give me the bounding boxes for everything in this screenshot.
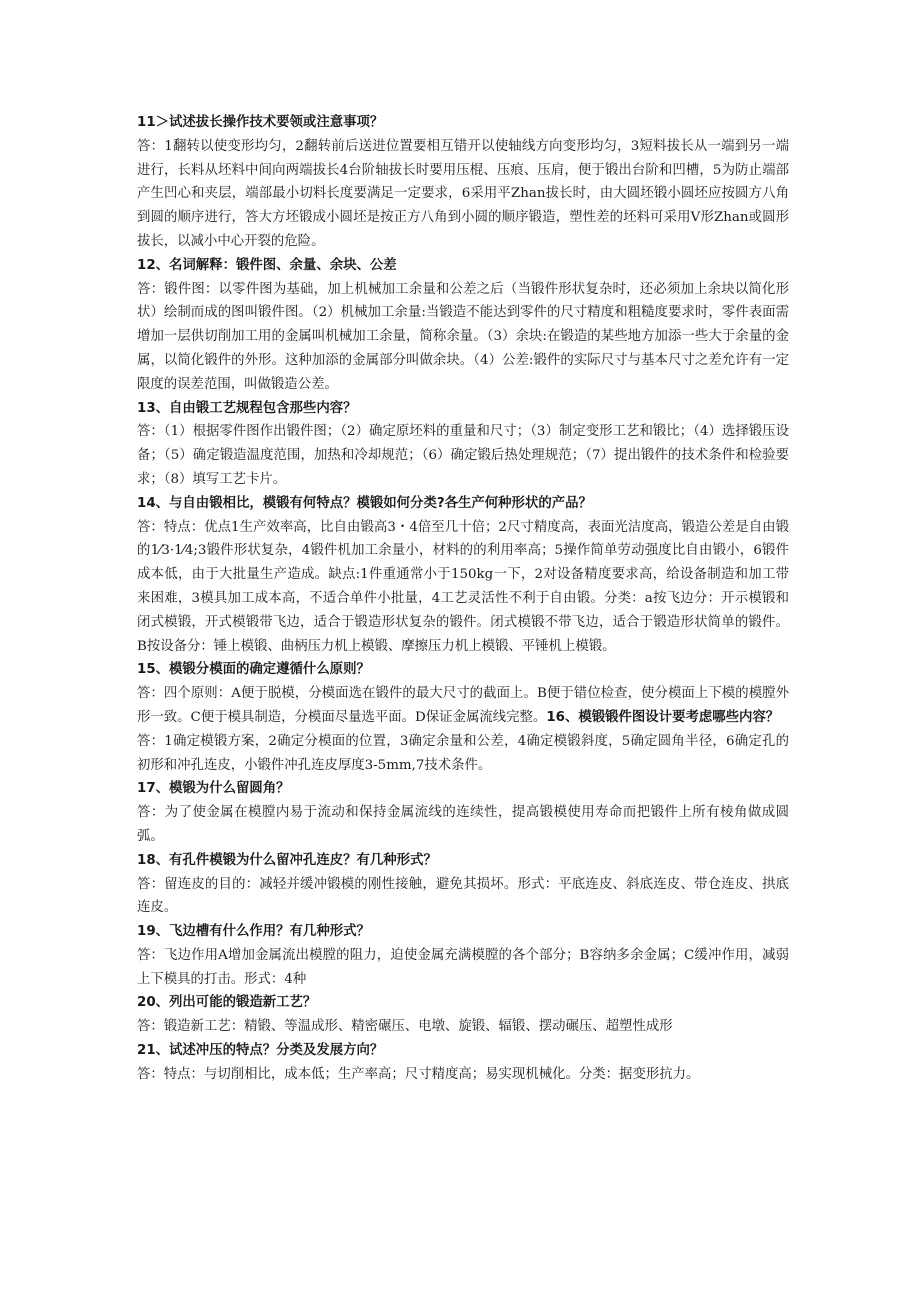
- answer-text: 答：锻造新工艺：精锻、等温成形、精密碾压、电墩、旋锻、辐锻、摆动碾压、超塑性成形: [137, 1019, 673, 1035]
- qa-item-18: [137, 849, 789, 920]
- question-heading: 13、自由锻工艺规程包含那些内容？: [137, 400, 357, 416]
- question-heading: 15、模锻分模面的确定遵循什么原则？: [137, 662, 370, 678]
- answer-text: 答：为了使金属在模膛内易于流动和保持金属流线的连续性，提高锻模使用寿命而把锻件上所有棱角做成圆弧。: [137, 805, 789, 844]
- question-heading: 20、列出可能的锻造新工艺？: [137, 995, 317, 1011]
- qa-item-11: [137, 111, 789, 254]
- question-heading: 14、与自由锻相比，模锻有何特点？模锻如何分类?各生产何种形状的产品？: [137, 495, 592, 511]
- answer-text: 答：1翻转以使变形均匀，2翻转前后送进位置要相互错开以使轴线方向变形均匀，3短料拔长从一端到另一端进行，长料从坯料中间向两端拔长4台阶轴拔长时要用压棍、压痕、压肩，便于锻出台阶和凹槽，5为防止端部产生凹心和夹层，端部最小切料长度要满足一定要求，6采用平Zhan拔长时，由大圆坯锻小圆坯应按圆方八角到圆的顺序进行，答大方坯锻成小圆坯是按正方八角到小圆的顺序锻造，塑性差的坯料可采用V形Zhan或圆形拔长，以减小中心开裂的危险。: [137, 138, 789, 249]
- answer-text-body: 答：四个原则：A便于脱模，分模面选在锻件的最大尺寸的截面上。B便于错位检查，使分模面上下模的模膛外形一致。C便于模具制造，分模面尽量选平面。D保证金属流线完整。: [137, 686, 789, 725]
- qa-item-12: [137, 254, 789, 397]
- qa-item-13: [137, 397, 789, 492]
- answer-text: 答：1确定模锻方案，2确定分模面的位置，3确定余量和公差，4确定模锻斜度，5确定圆角半径，6确定孔的初形和冲孔连皮，小锻件冲孔连皮厚度3-5mm,7技术条件。: [137, 733, 789, 773]
- question-heading: 11＞试述拔长操作技术要领或注意事项？: [137, 115, 384, 130]
- inline-question-heading: 16、模锻锻件图设计要考虑哪些内容？: [546, 709, 780, 725]
- question-heading: 17、模锻为什么留圆角？: [137, 781, 290, 797]
- question-heading: 19、飞边槽有什么作用？有几种形式？: [137, 924, 370, 940]
- qa-item-16-answer: [137, 730, 789, 778]
- question-heading: 18、有孔件模锻为什么留冲孔连皮？有几种形式？: [137, 852, 437, 868]
- qa-item-14: [137, 492, 789, 659]
- qa-item-20: [137, 991, 789, 1039]
- answer-text: [137, 682, 789, 730]
- question-heading: 21、试述冲压的特点？分类及发展方向？: [137, 1043, 384, 1059]
- qa-item-21: [137, 1039, 789, 1087]
- answer-text: 答：锻件图：以零件图为基础，加上机械加工余量和公差之后（当锻件形状复杂时，还必须加上余块以简化形状）绘制而成的图叫锻件图。（2）机械加工余量:当锻造不能达到零件的尺寸精度和粗糙度要求时，零件表面需增加一层供切削加工用的金属叫机械加工余量，简称余量。（3）余块:在锻造的某些地方加添一些大于余量的金属，以简化锻件的外形。这种加添的金属部分叫做余块。（4）公差:锻件的实际尺寸与基本尺寸之差允许有一定限度的误差范围，叫做锻造公差。: [137, 281, 789, 392]
- answer-text: 答：飞边作用A增加金属流出模膛的阻力，迫使金属充满模膛的各个部分；B容纳多余金属；C缓冲作用，减弱上下模具的打击。形式：4种: [137, 947, 789, 987]
- document-body: [137, 111, 789, 1087]
- qa-item-15: [137, 658, 789, 729]
- answer-text: 答：特点：优点1生产效率高，比自由锻高3・4倍至几十倍；2尺寸精度高，表面光洁度高，锻造公差是自由锻的1⁄3·1⁄4;3锻件形状复杂，4锻件机加工余量小，材料的的利用率高；5操作简单劳动强度比自由锻小，6锻件成本低，由于大批量生产造成。缺点:1件重通常小于150kg一下，2对设备精度要求高，给设备制造和加工带来困难，3模具加工成本高，不适合单件小批量，4工艺灵活性不利于自由锻。分类：a按飞边分：开示模锻和闭式模锻，开式模锻带飞边，适合于锻造形状复杂的锻件。闭式模锻不带飞边，适合于锻造形状简单的锻件。B按设备分：锤上模锻、曲柄压力机上模锻、摩擦压力机上模锻、平锤机上模锻。: [137, 519, 789, 654]
- question-heading: 12、名词解释：锻件图、余量、余块、公差: [137, 257, 397, 273]
- answer-text: 答：（1）根据零件图作出锻件图；（2）确定原坯料的重量和尺寸；（3）制定变形工艺和锻比；（4）选择锻压设备；（5）确定锻造温度范围，加热和冷却规范；（6）确定锻后热处理规范；（7）提出锻件的技术条件和检验要求；（8）填写工艺卡片。: [137, 424, 789, 487]
- answer-text: 答：特点：与切削相比，成本低；生产率高；尺寸精度高；易实现机械化。分类：据变形抗力。: [137, 1066, 700, 1082]
- qa-item-19: [137, 920, 789, 991]
- qa-item-17: [137, 777, 789, 848]
- answer-text: 答：留连皮的目的：减轻并缓冲锻模的刚性接触，避免其损坏。形式：平底连皮、斜底连皮、带仓连皮、拱底连皮。: [137, 876, 789, 916]
